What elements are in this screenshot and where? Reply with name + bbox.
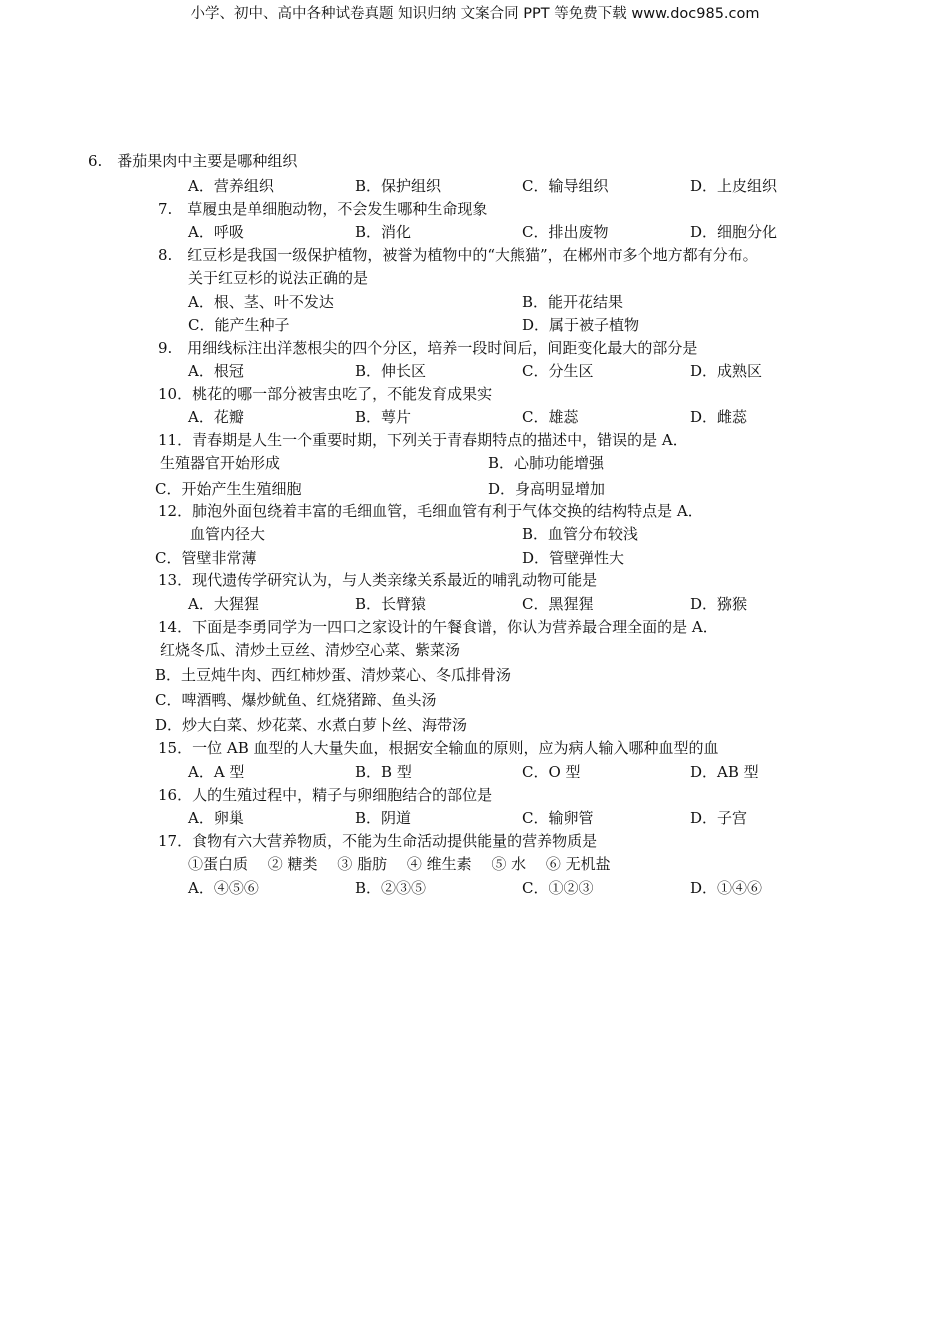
option-6a: A．营养组织 (188, 177, 274, 195)
option-17b: B．②③⑤ (355, 879, 427, 897)
question-stem-12: 12．肺泡外面包绕着丰富的毛细血管，毛细血管有利于气体交换的结构特点是 A． (158, 502, 703, 520)
option-10b: B．萼片 (355, 408, 412, 426)
option-14d: D．炒大白菜、炒花菜、水煮白萝卜丝、海带汤 (155, 716, 468, 734)
option-9c: C．分生区 (522, 362, 594, 380)
option-11c: C．开始产生生殖细胞 (155, 480, 302, 498)
option-14b: B．土豆炖牛肉、西红柿炒蛋、清炒菜心、冬瓜排骨汤 (155, 666, 512, 684)
option-12c: C．管壁非常薄 (155, 549, 257, 567)
option-8c: C．能产生种子 (188, 316, 290, 334)
option-12b: B．血管分布较浅 (522, 525, 639, 543)
question-stem-17: 17．食物有六大营养物质，不能为生命活动提供能量的营养物质是 (158, 832, 598, 850)
option-11b: B．心肺功能增强 (488, 454, 605, 472)
option-14c: C．啤酒鸭、爆炒鱿鱼、红烧猪蹄、鱼头汤 (155, 691, 437, 709)
question-stem-8: 8. 红豆杉是我国一级保护植物，被誉为植物中的“大熊猫”，在郴州市多个地方都有分布。 (158, 246, 758, 264)
question-stem-14-cont: 红烧冬瓜、清炒土豆丝、清炒空心菜、紫菜汤 (160, 641, 461, 659)
question-stem-7: 7. 草履虫是单细胞动物，不会发生哪种生命现象 (158, 200, 488, 218)
option-9a: A．根冠 (188, 362, 244, 380)
question-stem-11-cont: 生殖器官开始形成 (160, 454, 281, 472)
question-stem-13: 13．现代遗传学研究认为，与人类亲缘关系最近的哺乳动物可能是 (158, 571, 598, 589)
option-9b: B．伸长区 (355, 362, 427, 380)
question-stem-14: 14．下面是李勇同学为一四口之家设计的午餐食谱，你认为营养最合理全面的是 A． (158, 618, 718, 636)
option-8b: B．能开花结果 (522, 293, 624, 311)
option-16b: B．阴道 (355, 809, 412, 827)
option-13c: C．黑猩猩 (522, 595, 594, 613)
option-6c: C．输导组织 (522, 177, 609, 195)
option-15b: B．B 型 (355, 763, 412, 781)
option-6d: D．上皮组织 (690, 177, 778, 195)
question-stem-8-cont: 关于红豆杉的说法正确的是 (188, 269, 369, 287)
option-16a: A．卵巢 (188, 809, 244, 827)
question-stem-15: 15．一位 AB 血型的人大量失血，根据安全输血的原则，应为病人输入哪种血型的血 (158, 739, 719, 757)
option-7b: B．消化 (355, 223, 412, 241)
option-17c: C．①②③ (522, 879, 594, 897)
option-12d: D．管壁弹性大 (522, 549, 625, 567)
question-stem-11: 11．青春期是人生一个重要时期，下列关于青春期特点的描述中，错误的是 A． (158, 431, 688, 449)
option-10a: A．花瓣 (188, 408, 244, 426)
option-10c: C．雄蕊 (522, 408, 579, 426)
option-17d: D．①④⑥ (690, 879, 763, 897)
option-13a: A．大猩猩 (188, 595, 259, 613)
option-9d: D．成熟区 (690, 362, 763, 380)
option-15d: D．AB 型 (690, 763, 759, 781)
option-7a: A．呼吸 (188, 223, 244, 241)
option-15c: C．O 型 (522, 763, 581, 781)
question-stem-12-cont: 血管内径大 (190, 525, 266, 543)
option-17a: A．④⑤⑥ (188, 879, 259, 897)
option-16c: C．输卵管 (522, 809, 594, 827)
question-stem-10: 10．桃花的哪一部分被害虫吃了，不能发育成果实 (158, 385, 493, 403)
question-stem-17-items: ①蛋白质 ② 糖类 ③ 脂肪 ④ 维生素 ⑤ 水 ⑥ 无机盐 (188, 855, 611, 873)
option-16d: D．子宫 (690, 809, 748, 827)
option-10d: D．雌蕊 (690, 408, 748, 426)
option-13b: B．长臂猿 (355, 595, 427, 613)
option-7c: C．排出废物 (522, 223, 609, 241)
option-11d: D．身高明显增加 (488, 480, 606, 498)
option-8d: D．属于被子植物 (522, 316, 640, 334)
question-stem-16: 16．人的生殖过程中，精子与卵细胞结合的部位是 (158, 786, 493, 804)
option-8a: A．根、茎、叶不发达 (188, 293, 334, 311)
option-15a: A．A 型 (188, 763, 245, 781)
option-7d: D．细胞分化 (690, 223, 778, 241)
page-header-banner: 小学、初中、高中各种试卷真题 知识归纳 文案合同 PPT 等免费下载 www.doc985.com (190, 6, 760, 22)
question-stem-6: 6. 番茄果肉中主要是哪种组织 (88, 152, 298, 170)
option-13d: D．猕猴 (690, 595, 748, 613)
question-stem-9: 9. 用细线标注出洋葱根尖的四个分区，培养一段时间后，间距变化最大的部分是 (158, 339, 698, 357)
option-6b: B．保护组织 (355, 177, 442, 195)
